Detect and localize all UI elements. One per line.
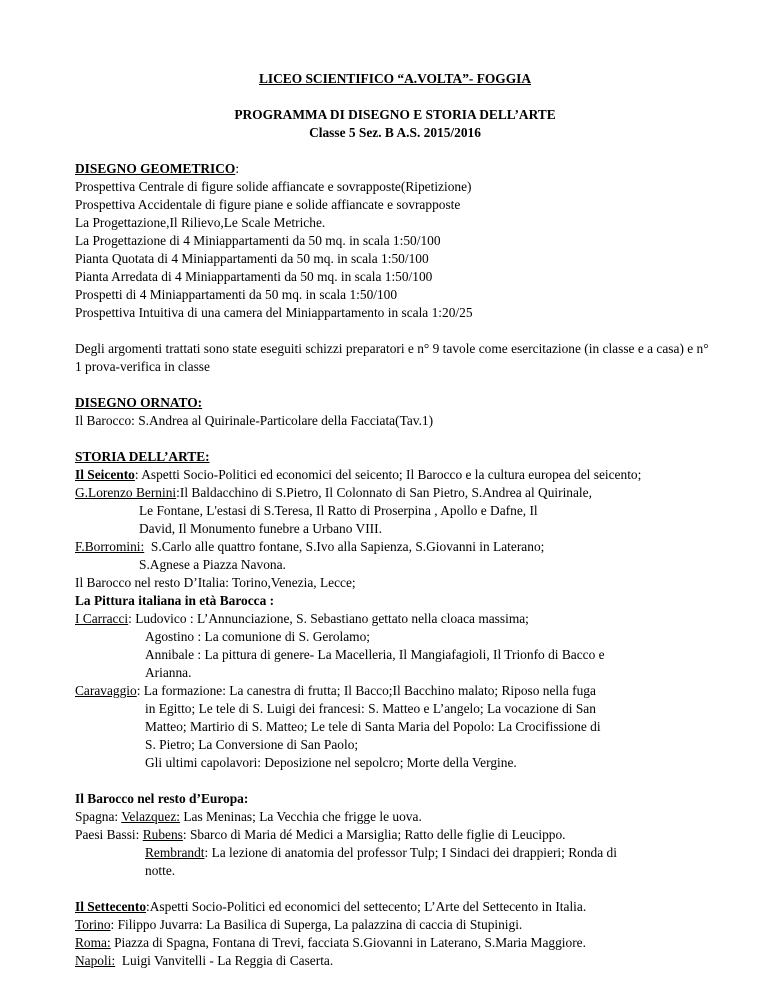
list-item: Pianta Quotata di 4 Miniappartamenti da 50 mq. in scala 1:50/100 [75, 251, 429, 266]
list-item: Pianta Arredata di 4 Miniappartamenti da 50 mq. in scala 1:50/100 [75, 269, 433, 284]
caravaggio-line: S. Pietro; La Conversione di San Paolo; [145, 737, 359, 752]
section-storia-heading: STORIA DELL’ARTE: [75, 449, 210, 464]
paesi-bassi-line: Paesi Bassi: Rubens: Sbarco di Maria dé Medici a Marsiglia; Ratto delle figlie di Leucippo. [75, 827, 566, 842]
barocco-italia-line: Il Barocco nel resto D’Italia: Torino,Venezia, Lecce; [75, 575, 356, 590]
caravaggio-line: Gli ultimi capolavori: Deposizione nel sepolcro; Morte della Vergine. [145, 755, 517, 770]
list-item: Prospettiva Accidentale di figure piane e solide affiancate e sovrapposte [75, 197, 461, 212]
settecento-line: Il Settecento:Aspetti Socio-Politici ed economici del settecento; L’Arte del Settecento in Italia. [75, 899, 587, 914]
document-page [75, 70, 715, 970]
list-item: La Progettazione di 4 Miniappartamenti da 50 mq. in scala 1:50/100 [75, 233, 441, 248]
list-item: Prospetti di 4 Miniappartamenti da 50 mq. in scala 1:50/100 [75, 287, 398, 302]
borromini-line: F.Borromini: S.Carlo alle quattro fontane, S.Ivo alla Sapienza, S.Giovanni in Laterano; [75, 539, 545, 554]
program-title: PROGRAMMA DI DISEGNO E STORIA DELL’ARTE [234, 107, 556, 122]
bernini-line: David, Il Monumento funebre a Urbano VIII. [139, 521, 382, 536]
caravaggio-line: Matteo; Martirio di S. Matteo; Le tele di Santa Maria del Popolo: La Crocifissione di [145, 719, 601, 734]
pittura-heading: La Pittura italiana in età Barocca : [75, 593, 275, 608]
bernini-line: G.Lorenzo Bernini:Il Baldacchino di S.Pietro, Il Colonnato di San Pietro, S.Andrea al Quirinale, [75, 485, 592, 500]
caravaggio-line: Caravaggio: La formazione: La canestra di frutta; Il Bacco;Il Bacchino malato; Riposo nella fuga [75, 683, 596, 698]
list-item: Prospettiva Centrale di figure solide affiancate e sovrapposte(Ripetizione) [75, 179, 472, 194]
carracci-line: Agostino : La comunione di S. Gerolamo; [145, 629, 371, 644]
carracci-line: I Carracci: Ludovico : L’Annunciazione, S. Sebastiano gettato nella cloaca massima; [75, 611, 529, 626]
rembrandt-line: notte. [145, 863, 176, 878]
carracci-line: Annibale : La pittura di genere- La Macelleria, Il Mangiafagioli, Il Trionfo di Bacco e [145, 647, 605, 662]
borromini-line: S.Agnese a Piazza Navona. [139, 557, 286, 572]
exercise-note: Degli argomenti trattati sono state eseguiti schizzi preparatori e n° 9 tavole come esercitazione (in classe e a casa) e n° 1 prova-verifica in classe [75, 341, 709, 374]
rembrandt-line: Rembrandt: La lezione di anatomia del professor Tulp; I Sindaci dei drappieri; Ronda di [145, 845, 617, 860]
seicento-paragraph: Il Seicento: Aspetti Socio-Politici ed economici del seicento; Il Barocco e la cultura europea del seicento; [75, 467, 642, 482]
section-disegno-geometrico-heading: DISEGNO GEOMETRICO: [75, 161, 240, 176]
class-year: Classe 5 Sez. B A.S. 2015/2016 [309, 125, 481, 140]
list-item: La Progettazione,Il Rilievo,Le Scale Metriche. [75, 215, 326, 230]
list-item: Prospettiva Intuitiva di una camera del Miniappartamento in scala 1:20/25 [75, 305, 473, 320]
roma-line: Roma: Piazza di Spagna, Fontana di Trevi, facciata S.Giovanni in Laterano, S.Maria Maggiore. [75, 935, 586, 950]
school-title: LICEO SCIENTIFICO “A.VOLTA”- FOGGIA [258, 71, 532, 86]
caravaggio-line: in Egitto; Le tele di S. Luigi dei francesi: S. Matteo e L’angelo; La vocazione di San [145, 701, 596, 716]
carracci-line: Arianna. [145, 665, 192, 680]
ornato-text: Il Barocco: S.Andrea al Quirinale-Particolare della Facciata(Tav.1) [75, 413, 434, 428]
bernini-line: Le Fontane, L'estasi di S.Teresa, Il Ratto di Proserpina , Apollo e Dafne, Il [139, 503, 538, 518]
spagna-line: Spagna: Velazquez: Las Meninas; La Vecchia che frigge le uova. [75, 809, 422, 824]
section-disegno-ornato-heading: DISEGNO ORNATO: [75, 395, 203, 410]
napoli-line: Napoli: Luigi Vanvitelli - La Reggia di Caserta. [75, 953, 334, 968]
torino-line: Torino: Filippo Juvarra: La Basilica di Superga, La palazzina di caccia di Stupinigi. [75, 917, 523, 932]
europa-heading: Il Barocco nel resto d’Europa: [75, 791, 249, 806]
